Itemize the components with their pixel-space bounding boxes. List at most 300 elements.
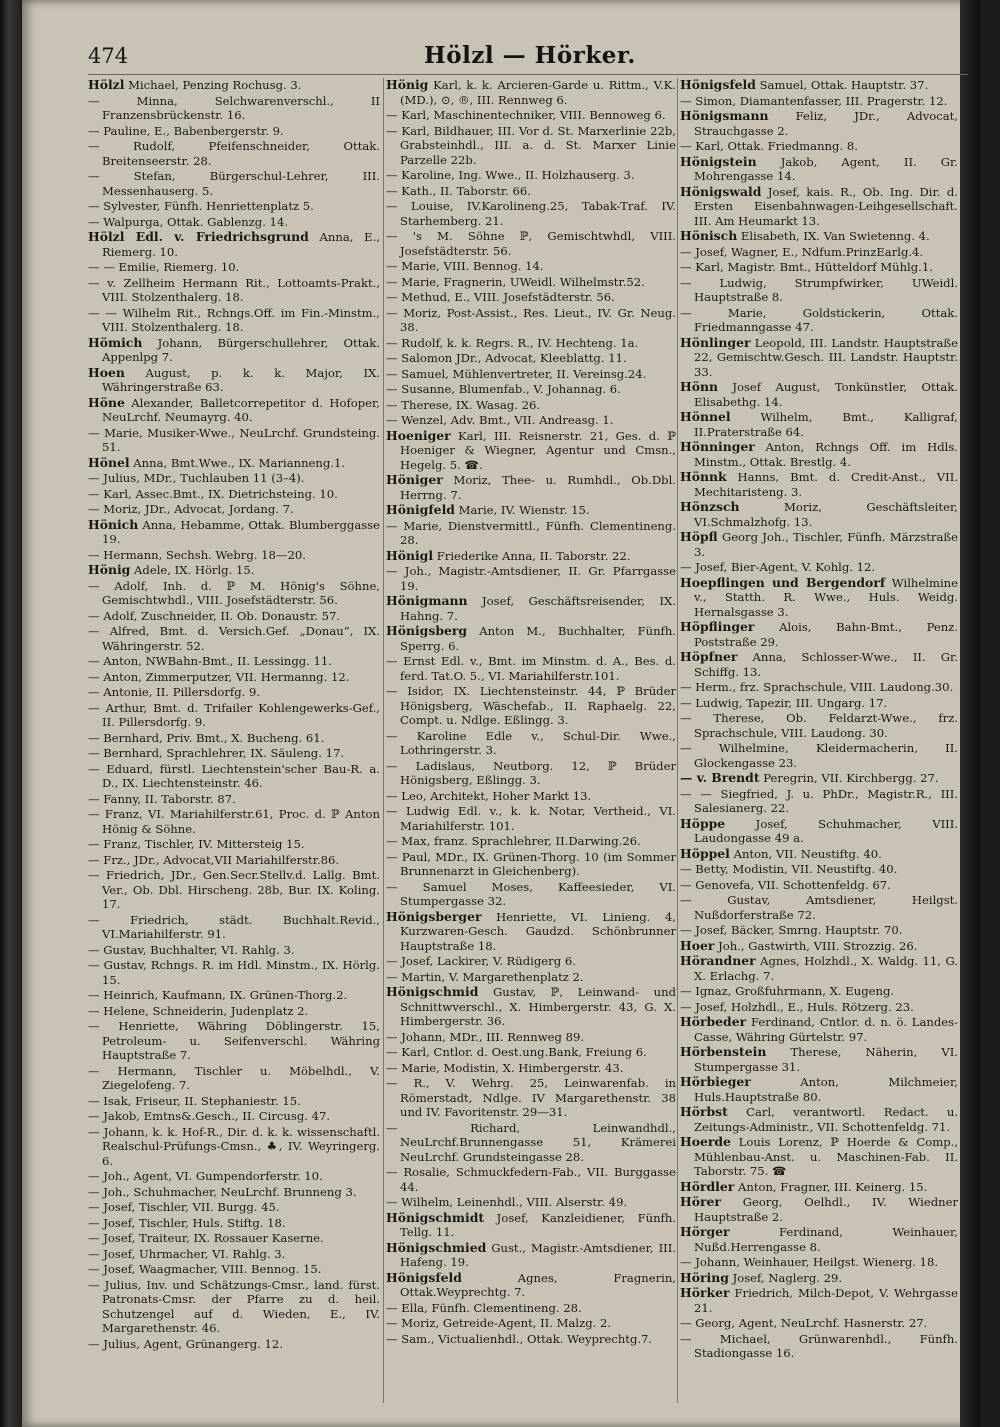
directory-entry — [680, 1316, 958, 1331]
directory-entry — [680, 1000, 958, 1015]
directory-entry — [386, 1241, 676, 1270]
directory-entry — [386, 1121, 676, 1165]
entry-text: Carl, verantwortl. Redact. u. Zeitungs-Administr., VII. Schottenfeldg. 71. — [694, 1105, 958, 1134]
entry-text: — Karl, Ottak. Friedmanng. 8. — [680, 139, 858, 153]
entry-text: Therese, Näherin, VI. Stumpergasse 31. — [694, 1045, 958, 1074]
entry-text: Alexander, Balletcorrepetitor d. Hofoper, NeuLrchf. Neumayrg. 40. — [102, 395, 380, 424]
directory-entry — [680, 1332, 958, 1361]
directory-entry — [680, 923, 958, 938]
entry-surname: Hönigmann — [386, 593, 468, 608]
directory-entry — [88, 199, 380, 214]
directory-entry — [88, 487, 380, 502]
entry-text: — Joh., Schuhmacher, NeuLrchf. Brunneng 3. — [88, 1184, 357, 1199]
entry-text: Ferdinand, Weinhauer, Nußd.Herrengasse 8. — [694, 1225, 958, 1254]
directory-entry — [680, 440, 958, 469]
entry-text: — Julius, MDr., Tuchlauben 11 (3–4). — [88, 471, 305, 485]
directory-entry — [88, 1337, 380, 1352]
directory-entry — [386, 184, 676, 199]
entry-text: — Methud, E., VIII. Josefstädterstr. 56. — [386, 290, 615, 304]
entry-text: — Rudolf, k. k. Regrs. R., IV. Hechteng. 1a. — [386, 335, 639, 350]
entry-surname: Hörger — [680, 1224, 730, 1239]
entry-text: — Josef, Wagner, E., Ndfum.PrinzEarlg.4. — [680, 244, 924, 259]
entry-text: — Ladislaus, Neutborg. 12, ℙ Brüder Hönigsberg, Eßlingg. 3. — [386, 758, 676, 787]
entry-text: Hanns, Bmt. d. Credit-Anst., VII. Mechitaristeng. 3. — [694, 470, 958, 499]
directory-entry — [386, 954, 676, 969]
directory-entry — [680, 306, 958, 335]
entry-text: — Adolf, Inh. d. ℙ M. Hönig's Söhne, Gemischtwhdl., VIII. Josefstädterstr. 56. — [88, 578, 380, 607]
directory-entry — [88, 471, 380, 486]
entry-text: — Martin, V. Margarethenplatz 2. — [386, 969, 584, 984]
entry-surname: Hönigschmied — [386, 1239, 487, 1255]
directory-entry — [88, 1262, 380, 1277]
directory-entry — [680, 984, 958, 999]
entry-surname: Hörbieger — [680, 1074, 751, 1089]
entry-text: Henriette, VI. Linieng. 4, Kurzwaren-Gesch. Gaudzd. Schönbrunner Hauptstraße 18. — [400, 909, 676, 953]
entry-text: Anton M., Buchhalter, Fünfh. Sperrg. 6. — [400, 624, 676, 653]
directory-entry — [88, 1200, 380, 1215]
directory-entry — [680, 817, 958, 846]
directory-entry — [386, 549, 676, 564]
entry-text: Anton, Rchngs Off. im Hdls. Minstm., Ottak. Brestlg. 4. — [694, 440, 958, 469]
directory-entry — [386, 1045, 676, 1060]
entry-text: — Friedrich, JDr., Gen.Secr.Stellv.d. Lallg. Bmt. Ver., Ob. Dbl. Hirscheng. 28b, Bur. IX. Koling. 17. — [88, 868, 380, 911]
directory-entry — [386, 398, 676, 413]
entry-text: — Gustav, Amtsdiener, Heilgst. Nußdorferstraße 72. — [680, 893, 958, 922]
entry-text: Peregrin, VII. Kirchbergg. 27. — [759, 771, 939, 785]
entry-text: Michael, Penzing Rochusg. 3. — [124, 78, 302, 92]
entry-text: — Kath., II. Taborstr. 66. — [386, 183, 531, 198]
directory-entry — [680, 1225, 958, 1254]
entry-text: — Karl, Maschinentechniker, VIII. Bennoweg 6. — [386, 108, 666, 122]
column-1 — [88, 78, 380, 1408]
directory-entry — [88, 654, 380, 669]
directory-entry — [386, 336, 676, 351]
entry-text: — Eduard, fürstl. Liechtenstein'scher Bau-R. a. D., IX. Liechtensteinstr. 46. — [88, 761, 380, 790]
directory-entry — [386, 850, 676, 879]
book-spine — [0, 0, 22, 1427]
directory-entry — [386, 804, 676, 833]
directory-entry — [680, 185, 958, 229]
entry-text: Anton, Fragner, III. Keinerg. 15. — [734, 1179, 928, 1194]
directory-entry — [680, 893, 958, 922]
directory-entry — [386, 594, 676, 623]
entry-surname: Höpfl — [680, 529, 718, 544]
directory-entry — [680, 1271, 958, 1286]
entry-text: — Bernhard, Priv. Bmt., X. Bucheng. 61. — [88, 730, 325, 745]
directory-entry — [386, 168, 676, 183]
entry-text: — Arthur, Bmt. d. Trifailer Kohlengewerks-Gef., II. Pillersdorfg. 9. — [88, 700, 380, 729]
directory-entry — [88, 943, 380, 958]
directory-entry — [680, 109, 958, 138]
entry-text: — Simon, Diamantenfasser, III. Pragerstr. 12. — [680, 93, 948, 108]
directory-entry — [680, 954, 958, 983]
directory-entry — [88, 1247, 380, 1262]
entry-text: — Wenzel, Adv. Bmt., VII. Andreasg. 1. — [386, 413, 614, 427]
entry-surname: Hoen — [88, 364, 125, 380]
directory-entry — [88, 958, 380, 987]
directory-entry — [386, 970, 676, 985]
entry-surname: Hölzl — [88, 78, 125, 92]
entry-text: — Josef, Bäcker, Smrng. Hauptstr. 70. — [680, 923, 903, 937]
directory-entry — [88, 518, 380, 547]
entry-surname: — v. Brendt — [680, 770, 760, 785]
directory-entry — [680, 229, 958, 244]
entry-text: Josef August, Tonkünstler, Ottak. Elisabethg. 14. — [694, 380, 958, 409]
directory-entry — [386, 1271, 676, 1300]
directory-entry — [386, 429, 676, 473]
directory-entry — [386, 1316, 676, 1331]
entry-text: — Frz., JDr., Advocat,VII Mariahilferstr.86. — [88, 852, 340, 867]
directory-entry — [386, 275, 676, 290]
column-2 — [386, 78, 676, 1408]
directory-entry — [680, 576, 958, 620]
directory-entry — [386, 351, 676, 366]
entry-text: — Stefan, Bürgerschul-Lehrer, III. Messenhauserg. 5. — [88, 169, 380, 198]
directory-entry — [680, 276, 958, 305]
entry-surname: Hönlinger — [680, 334, 751, 350]
directory-entry — [88, 456, 380, 471]
directory-entry — [88, 78, 380, 93]
entry-surname: Hönigl — [386, 547, 434, 563]
entry-text: Elisabeth, IX. Van Swietenng. 4. — [737, 229, 930, 243]
entry-text: — Moriz, Post-Assist., Res. Lieut., IV. Gr. Neug. 38. — [386, 305, 676, 334]
entry-text: — — Siegfried, J. u. PhDr., Magistr.R., III. Salesianerg. 22. — [680, 786, 958, 815]
entry-text: — Ludwig, Tapezir, III. Ungarg. 17. — [680, 695, 888, 710]
directory-entry — [88, 609, 380, 624]
entry-surname: Hönn — [680, 379, 718, 394]
entry-text: — Hermann, Tischler u. Möbelhdl., V. Ziegelofeng. 7. — [88, 1063, 380, 1092]
entry-text: Georg Joh., Tischler, Fünfh. Märzstraße 3. — [694, 530, 958, 559]
directory-entry — [680, 1105, 958, 1134]
entry-text: Joh., Gastwirth, VIII. Strozzig. 26. — [714, 938, 918, 953]
entry-text: — Marie, Modistin, X. Himbergerstr. 43. — [386, 1060, 624, 1075]
directory-entry — [386, 729, 676, 758]
directory-entry — [88, 837, 380, 852]
directory-entry — [386, 564, 676, 593]
entry-text: — Ludwig, Strumpfwirker, UWeidl. Hauptstraße 8. — [680, 275, 958, 304]
directory-entry — [680, 847, 958, 862]
directory-entry — [386, 1061, 676, 1076]
entry-text: — Karl, Magistr. Bmt., Hütteldorf Mühlg.1. — [680, 260, 933, 274]
entry-text: — Minna, Selchwarenverschl., II Franzensbrückenstr. 16. — [88, 93, 380, 122]
entry-text: — Sylvester, Fünfh. Henriettenplatz 5. — [88, 199, 314, 213]
entry-text: — Johann, MDr., III. Rennweg 89. — [386, 1029, 585, 1044]
entry-text: — Josef, Waagmacher, VIII. Bennog. 15. — [88, 1262, 322, 1276]
directory-entry — [88, 563, 380, 578]
directory-entry — [88, 807, 380, 836]
entry-text: — Rudolf, Pfeifenschneider, Ottak. Breitenseerstr. 28. — [88, 139, 380, 168]
entry-surname: Hölzl Edl. v. Friedrichsgrund — [88, 229, 309, 244]
directory-entry — [680, 1195, 958, 1224]
entry-text: — Helene, Schneiderin, Judenplatz 2. — [88, 1003, 309, 1018]
entry-text: Josef, Geschäftsreisender, IX. Hahng. 7. — [400, 594, 676, 623]
directory-entry — [386, 1165, 676, 1194]
directory-entry — [680, 245, 958, 260]
directory-entry — [680, 336, 958, 380]
header-rule — [88, 74, 968, 75]
directory-entry — [680, 94, 958, 109]
entry-text: — Moriz, Getreide-Agent, II. Malzg. 2. — [386, 1316, 612, 1330]
directory-entry — [386, 1076, 676, 1120]
entry-text: Josef, Naglerg. 29. — [728, 1270, 843, 1285]
entry-surname: Hördler — [680, 1178, 735, 1194]
directory-entry — [88, 230, 380, 259]
directory-entry — [386, 519, 676, 548]
entry-text: Josef, Kanzleidiener, Fünfh. Tellg. 11. — [400, 1210, 676, 1239]
directory-entry — [386, 78, 676, 107]
entry-text: Friederike Anna, II. Taborstr. 22. — [433, 548, 631, 563]
entry-surname: Hömich — [88, 334, 143, 350]
directory-entry — [680, 380, 958, 409]
entry-surname: Hörbenstein — [680, 1044, 767, 1059]
directory-entry — [386, 1332, 676, 1347]
entry-surname: Hörandner — [680, 953, 756, 968]
entry-text: — Joh., Magistr.-Amtsdiener, II. Gr. Pfarrgasse 19. — [386, 564, 676, 593]
entry-text: Anna, Hebamme, Ottak. Blumberggasse 19. — [102, 517, 380, 546]
column-3 — [680, 78, 958, 1408]
entry-text: — Leo, Architekt, Hoher Markt 13. — [386, 788, 592, 803]
entry-text: — Friedrich, städt. Buchhalt.Revid., VI.Mariahilferstr. 91. — [88, 912, 380, 941]
entry-text: — Georg, Agent, NeuLrchf. Hasnerstr. 27. — [680, 1316, 928, 1330]
directory-entry — [88, 396, 380, 425]
entry-text: — Anton, Zimmerputzer, VII. Hermanng. 12. — [88, 669, 350, 684]
entry-text: Anna, E., Riemerg. 10. — [102, 230, 380, 259]
entry-text: — Josef, Holzhdl., E., Huls. Rötzerg. 23. — [680, 999, 914, 1014]
entry-text: — Salomon JDr., Advocat, Kleeblattg. 11. — [386, 351, 627, 365]
entry-text: — Adolf, Zuschneider, II. Ob. Donaustr. 57. — [88, 608, 341, 623]
directory-entry — [680, 139, 958, 154]
directory-entry — [680, 410, 958, 439]
entry-text: — Betty, Modistin, VII. Neustiftg. 40. — [680, 862, 898, 876]
entry-text: — Franz, Tischler, IV. Mittersteig 15. — [88, 837, 305, 851]
entry-text: — Ludwig Edl. v., k. k. Notar, Vertheid., VI. Mariahilferstr. 101. — [386, 804, 676, 833]
entry-text: — Susanne, Blumenfab., V. Johannag. 6. — [386, 382, 621, 396]
directory-entry — [88, 1094, 380, 1109]
directory-entry — [88, 1109, 380, 1124]
entry-surname: Höniger — [386, 472, 443, 487]
entry-text: — Julius, Agent, Grünangerg. 12. — [88, 1336, 283, 1351]
directory-entry — [88, 94, 380, 123]
entry-text: Samuel, Ottak. Hauptstr. 37. — [755, 78, 929, 92]
directory-entry — [386, 910, 676, 954]
entry-text: — — Emilie, Riemerg. 10. — [88, 260, 240, 274]
directory-entry — [386, 880, 676, 909]
directory-entry — [680, 1075, 958, 1104]
entry-text: — Marie, Dienstvermittl., Fünfh. Clementineng. 28. — [386, 518, 676, 547]
directory-entry — [680, 680, 958, 695]
directory-entry — [680, 650, 958, 679]
directory-entry — [680, 260, 958, 275]
entry-text: — Ignaz, Großfuhrmann, X. Eugeng. — [680, 984, 895, 998]
entry-text: Moriz, Geschäftsleiter, VI.Schmalzhofg. 13. — [694, 500, 958, 529]
directory-entry — [680, 939, 958, 954]
entry-text: — Walpurga, Ottak. Gablenzg. 14. — [88, 214, 289, 229]
entry-text: Ferdinand, Cntlor. d. n. ö. Landes-Casse, Währing Gürtelstr. 97. — [694, 1015, 958, 1044]
entry-text: Friedrich, Milch-Depot, V. Wehrgasse 21. — [694, 1286, 958, 1315]
directory-entry — [386, 413, 676, 428]
directory-entry — [88, 1278, 380, 1336]
directory-entry — [386, 473, 676, 502]
entry-text: Feliz, JDr., Advocat, Strauchgasse 2. — [694, 109, 958, 138]
entry-text: — Alfred, Bmt. d. Versich.Gef. „Donau“, IX. Währingerstr. 52. — [88, 624, 380, 653]
entry-surname: Hoepflingen und Bergendorf — [680, 574, 886, 590]
entry-text: — Isidor, IX. Liechtensteinstr. 44, ℙ Brüder Hönigsberg, Wäschefab., II. Raphaelg. 22, Compt. u. Ndlge. Eßlingg. 3. — [386, 684, 676, 727]
directory-entry — [386, 759, 676, 788]
entry-text: — Therese, IX. Wasag. 26. — [386, 397, 541, 412]
entry-text: Marie, IV. Wienstr. 15. — [454, 503, 590, 517]
entry-text: Agnes, Holzhdl., X. Waldg. 11, G. X. Erlachg. 7. — [694, 954, 958, 983]
directory-entry — [386, 834, 676, 849]
entry-text: Wilhelm, Bmt., Kalligraf, II.Praterstraße 64. — [694, 410, 958, 439]
entry-text: — Antonie, II. Pillersdorfg. 9. — [88, 685, 261, 699]
entry-text: — Joh., Agent, VI. Gumpendorferstr. 10. — [88, 1169, 323, 1183]
entry-surname: Hönel — [88, 454, 130, 470]
entry-text: Agnes, Fragnerin, Ottak.Weyprechtg. 7. — [400, 1270, 676, 1299]
entry-text: — Therese, Ob. Feldarzt-Wwe., frz. Sprachschule, VIII. Laudong. 30. — [680, 711, 958, 740]
entry-text: — Max, franz. Sprachlehrer, II.Darwing.26. — [386, 834, 641, 848]
directory-entry — [680, 1015, 958, 1044]
entry-text: — Karoline Edle v., Schul-Dir. Wwe., Lothringerstr. 3. — [386, 728, 676, 757]
entry-text: — Richard, Leinwandhdl., NeuLrchf.Brunnengasse 51, Krämerei NeuLrchf. Grundsteingasse 28. — [386, 1120, 676, 1164]
entry-text: — Moriz, JDr., Advocat, Jordang. 7. — [88, 502, 294, 516]
directory-entry — [386, 1030, 676, 1045]
directory-entry — [680, 470, 958, 499]
directory-entry — [88, 139, 380, 168]
entry-surname: Höppel — [680, 845, 730, 861]
entry-text: — Herm., frz. Sprachschule, VIII. Laudong.30. — [680, 680, 954, 694]
directory-entry — [680, 78, 958, 93]
entry-text: — Wilhelm, Leinenhdl., VIII. Alserstr. 49. — [386, 1195, 628, 1209]
entry-surname: Höpflinger — [680, 619, 755, 634]
directory-entry — [680, 1045, 958, 1074]
entry-text: — Louise, IV.Karolineng.25, Tabak-Traf. IV. Starhemberg. 21. — [386, 199, 676, 228]
directory-entry — [386, 290, 676, 305]
entry-text: — Pauline, E., Babenbergerstr. 9. — [88, 123, 284, 138]
directory-entry — [88, 746, 380, 761]
entry-text: — Genovefa, VII. Schottenfeldg. 67. — [680, 877, 891, 892]
directory-entry — [386, 985, 676, 1029]
entry-text: — Michael, Grünwarenhdl., Fünfh. Stadiongasse 16. — [680, 1331, 958, 1360]
entry-surname: Hönigswald — [680, 183, 762, 199]
directory-entry — [88, 260, 380, 275]
entry-surname: Hönigsfeld — [680, 78, 756, 92]
entry-text: Louis Lorenz, ℙ Hoerde & Comp., Mühlenbau-Anst. u. Maschinen-Fab. II. Taborstr. 75. ☎ — [694, 1135, 958, 1178]
entry-surname: Hönnel — [680, 409, 731, 424]
directory-entry — [88, 366, 380, 395]
entry-text: Leopold, III. Landstr. Hauptstraße 22, Gemischtw.Gesch. III. Landstr. Hauptstr. 33. — [694, 335, 958, 379]
entry-surname: Hönninger — [680, 439, 755, 454]
entry-text: — Samuel Moses, Kaffeesieder, VI. Stumpergasse 32. — [386, 879, 676, 908]
directory-entry — [680, 696, 958, 711]
entry-surname: Hönigsberger — [386, 908, 482, 924]
directory-entry — [88, 276, 380, 305]
directory-entry — [680, 1286, 958, 1315]
entry-text: — Franz, VI. Mariahilferstr.61, Proc. d. ℙ Anton Hönig & Söhne. — [88, 807, 380, 836]
entry-text: — Samuel, Mühlenvertreter, II. Vereinsg.24. — [386, 366, 647, 381]
column-divider — [383, 78, 384, 1403]
directory-entry — [386, 1301, 676, 1316]
directory-entry — [88, 336, 380, 365]
directory-entry — [88, 685, 380, 700]
page-number: 474 — [88, 44, 129, 68]
directory-entry — [680, 530, 958, 559]
entry-text: — Sam., Victualienhdl., Ottak. Weyprechtg.7. — [386, 1331, 653, 1346]
entry-text: Georg, Oelhdl., IV. Wiedner Hauptstraße 2. — [694, 1195, 958, 1224]
directory-entry — [680, 155, 958, 184]
entry-surname: Hönigschmid — [386, 984, 479, 999]
directory-entry — [386, 108, 676, 123]
directory-entry — [386, 503, 676, 518]
entry-text: — Bernhard, Sprachlehrer, IX. Säuleng. 17. — [88, 746, 345, 760]
entry-text: Anna, Bmt.Wwe., IX. Marianneng.1. — [129, 455, 346, 470]
entry-surname: Hönigstein — [680, 153, 757, 169]
entry-text: — Marie, Goldstickerin, Ottak. Friedmanngasse 47. — [680, 305, 958, 334]
entry-text: Josef, Schuhmacher, VIII. Laudongasse 49 a. — [694, 816, 958, 845]
entry-text: — Ernst Edl. v., Bmt. im Minstm. d. A., Bes. d. ferd. Tat.O. 5., VI. Mariahilferstr.101. — [386, 654, 676, 683]
directory-entry — [386, 1195, 676, 1210]
directory-entry — [386, 199, 676, 228]
entry-text: — Rosalie, Schmuckfedern-Fab., VII. Burggasse 44. — [386, 1165, 676, 1194]
entry-surname: Hönisch — [680, 228, 738, 243]
directory-entry — [680, 1255, 958, 1270]
directory-entry — [680, 500, 958, 529]
entry-text: Jakob, Agent, II. Gr. Mohrengasse 14. — [694, 154, 958, 183]
entry-surname: Hönnk — [680, 469, 727, 484]
entry-text: — Hermann, Sechsh. Webrg. 18—20. — [88, 547, 306, 562]
entry-text: — Karl, Bildhauer, III. Vor d. St. Marxerlinie 22b, Grabsteinhdl., III. a. d. St. Marxer Linie Parzelle 22b. — [386, 123, 676, 167]
directory-entry — [680, 1135, 958, 1179]
entry-surname: Hönigsberg — [386, 623, 468, 638]
entry-text: — Ella, Fünfh. Clementineng. 28. — [386, 1300, 582, 1315]
entry-surname: Hörer — [680, 1194, 721, 1209]
entry-text: — Johann, k. k. Hof-R., Dir. d. k. k. wissenschaftl. Realschul-Prüfungs-Cmsn., ♣, IV. Weyringerg. 6. — [88, 1124, 380, 1168]
entry-text: Anton, Milchmeier, Huls.Hauptstraße 80. — [694, 1075, 958, 1104]
directory-entry — [88, 792, 380, 807]
directory-entry — [386, 367, 676, 382]
entry-surname: Hönich — [88, 516, 139, 532]
entry-surname: Hönigsfeld — [386, 1269, 462, 1285]
directory-entry — [88, 502, 380, 517]
entry-text: August, p. k. k. Major, IX. Währingerstraße 63. — [102, 365, 380, 394]
directory-entry — [88, 1169, 380, 1184]
entry-surname: Hörbst — [680, 1104, 728, 1119]
directory-entry — [88, 1185, 380, 1200]
entry-text: Gustav, ℙ, Leinwand- und Schnittwverschl., X. Himbergerstr. 43, G. X. Himbergerstr. 36. — [400, 985, 676, 1028]
entry-text: — Josef, Traiteur, IX. Rossauer Kaserne. — [88, 1231, 324, 1245]
entry-text: — Josef, Uhrmacher, VI. Rahlg. 3. — [88, 1246, 286, 1261]
entry-surname: Hönzsch — [680, 499, 740, 514]
entry-surname: Hönigschmidt — [386, 1209, 485, 1225]
directory-entry — [680, 741, 958, 770]
directory-entry — [88, 169, 380, 198]
entry-surname: Höne — [88, 394, 125, 410]
entry-text: — Josef, Bier-Agent, V. Kohlg. 12. — [680, 560, 876, 574]
entry-text: Moriz, Thee- u. Rumhdl., Ob.Dbl. Herrng. 7. — [400, 473, 676, 502]
entry-text: Wilhelmine v., Statth. R. Wwe., Huls. Weidg. Hernalsgasse 3. — [694, 575, 958, 619]
directory-entry — [88, 1004, 380, 1019]
directory-entry — [386, 684, 676, 728]
page-edge — [960, 0, 980, 1427]
entry-text: — Marie, Fragnerin, UWeidl. Wilhelmstr.52. — [386, 274, 645, 289]
entry-text: Adele, IX. Hörlg. 15. — [130, 563, 255, 577]
entry-text: — Fanny, II. Taborstr. 87. — [88, 791, 236, 806]
directory-entry — [88, 762, 380, 791]
entry-surname: Hönigfeld — [386, 502, 455, 517]
directory-entry — [680, 862, 958, 877]
entry-text: — Marie, Musiker-Wwe., NeuLrchf. Grundsteing. 51. — [88, 425, 380, 454]
entry-text: — Josef, Tischler, Huls. Stiftg. 18. — [88, 1215, 286, 1230]
entry-text: — Marie, VIII. Bennog. 14. — [386, 259, 544, 273]
